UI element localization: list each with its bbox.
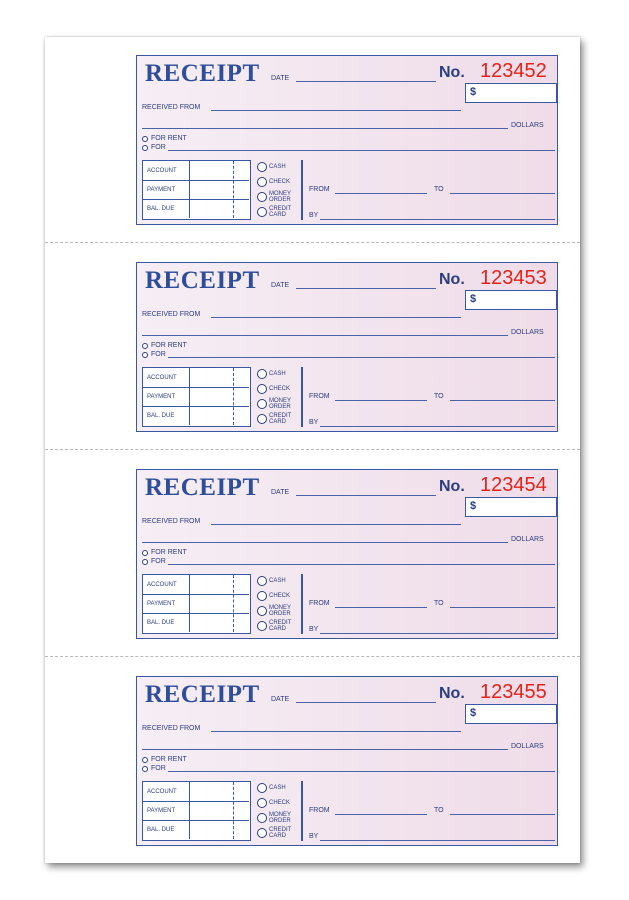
check-checkbox[interactable]: [257, 177, 267, 187]
amount-field[interactable]: [465, 290, 557, 310]
receipt-form: [136, 262, 558, 432]
from-line[interactable]: [335, 814, 427, 815]
for-label: FOR: [151, 351, 166, 358]
for-rent-label: FOR RENT: [151, 135, 187, 142]
credit-card-label: CREDIT: [269, 827, 292, 833]
money-order-checkbox[interactable]: [257, 813, 267, 823]
for-checkbox[interactable]: [142, 559, 148, 565]
for-checkbox[interactable]: [142, 145, 148, 151]
credit-card-label: CARD: [269, 419, 287, 425]
table-divider: [189, 575, 190, 632]
money-order-label: MONEY: [269, 605, 292, 611]
cash-label: CASH: [269, 371, 286, 377]
receipt-form: [136, 55, 558, 225]
for-checkbox[interactable]: [142, 766, 148, 772]
from-label: FROM: [309, 600, 330, 607]
date-label: DATE: [271, 696, 290, 703]
dollars-label: DOLLARS: [511, 743, 544, 750]
money-order-label: ORDER: [269, 611, 291, 617]
received-from-label: RECEIVED FROM: [142, 311, 201, 318]
amount-field[interactable]: [465, 704, 557, 724]
received-from-label: RECEIVED FROM: [142, 518, 201, 525]
by-label: BY: [309, 833, 319, 840]
cents-divider: [233, 161, 234, 218]
cash-checkbox[interactable]: [257, 162, 267, 172]
number-label: No.: [439, 478, 465, 495]
check-checkbox[interactable]: [257, 591, 267, 601]
receipt-title: RECEIPT: [145, 60, 260, 87]
to-label: TO: [434, 393, 444, 400]
signature-line[interactable]: [320, 219, 555, 220]
for-label: FOR: [151, 765, 166, 772]
payment-label: PAYMENT: [147, 601, 176, 607]
amount-words-line[interactable]: [142, 128, 508, 129]
for-rent-checkbox[interactable]: [142, 343, 148, 349]
perforation-line: [45, 242, 580, 243]
section-divider: [301, 367, 303, 427]
from-label: FROM: [309, 186, 330, 193]
check-checkbox[interactable]: [257, 384, 267, 394]
number-label: No.: [439, 64, 465, 81]
check-label: CHECK: [269, 179, 291, 185]
to-label: TO: [434, 807, 444, 814]
date-line[interactable]: [296, 495, 436, 496]
amount-field[interactable]: [465, 497, 557, 517]
credit-card-label: CARD: [269, 626, 287, 632]
to-line[interactable]: [450, 607, 555, 608]
account-label: ACCOUNT: [147, 582, 177, 588]
section-divider: [301, 160, 303, 220]
money-order-label: ORDER: [269, 818, 291, 824]
cash-label: CASH: [269, 578, 286, 584]
signature-line[interactable]: [320, 426, 555, 427]
balance-due-label: BAL. DUE: [147, 827, 175, 833]
check-label: CHECK: [269, 800, 291, 806]
credit-card-label: CARD: [269, 212, 287, 218]
balance-due-label: BAL. DUE: [147, 413, 175, 419]
credit-card-label: CARD: [269, 833, 287, 839]
dollars-label: DOLLARS: [511, 536, 544, 543]
to-label: TO: [434, 600, 444, 607]
section-divider: [301, 781, 303, 841]
date-label: DATE: [271, 75, 290, 82]
credit-card-checkbox[interactable]: [257, 828, 267, 838]
receipt-form: [136, 469, 558, 639]
dollar-sign: $: [470, 707, 477, 719]
received-from-label: RECEIVED FROM: [142, 725, 201, 732]
money-order-label: ORDER: [269, 404, 291, 410]
credit-card-checkbox[interactable]: [257, 414, 267, 424]
for-line[interactable]: [168, 564, 555, 565]
check-label: CHECK: [269, 593, 291, 599]
signature-line[interactable]: [320, 840, 555, 841]
receipt-form: [136, 676, 558, 846]
received-from-line[interactable]: [211, 317, 461, 318]
for-line[interactable]: [168, 150, 555, 151]
check-checkbox[interactable]: [257, 798, 267, 808]
for-rent-label: FOR RENT: [151, 756, 187, 763]
account-label: ACCOUNT: [147, 168, 177, 174]
account-table: [142, 574, 251, 634]
cash-label: CASH: [269, 785, 286, 791]
for-checkbox[interactable]: [142, 352, 148, 358]
from-line[interactable]: [335, 400, 427, 401]
credit-card-checkbox[interactable]: [257, 207, 267, 217]
cash-checkbox[interactable]: [257, 576, 267, 586]
date-line[interactable]: [296, 288, 436, 289]
section-divider: [301, 574, 303, 634]
cents-divider: [233, 782, 234, 839]
from-label: FROM: [309, 807, 330, 814]
table-divider: [189, 782, 190, 839]
payment-label: PAYMENT: [147, 394, 176, 400]
money-order-label: MONEY: [269, 812, 292, 818]
cash-label: CASH: [269, 164, 286, 170]
to-line[interactable]: [450, 814, 555, 815]
number-label: No.: [439, 685, 465, 702]
receipt-number: 123453: [480, 267, 547, 289]
cash-checkbox[interactable]: [257, 369, 267, 379]
to-line[interactable]: [450, 400, 555, 401]
table-divider: [189, 161, 190, 218]
amount-words-line[interactable]: [142, 749, 508, 750]
cash-checkbox[interactable]: [257, 783, 267, 793]
balance-due-label: BAL. DUE: [147, 206, 175, 212]
payment-label: PAYMENT: [147, 808, 176, 814]
for-label: FOR: [151, 144, 166, 151]
receipt-title: RECEIPT: [145, 474, 260, 501]
account-table: [142, 160, 251, 220]
to-label: TO: [434, 186, 444, 193]
from-line[interactable]: [335, 607, 427, 608]
account-table: [142, 781, 251, 841]
for-line[interactable]: [168, 357, 555, 358]
received-from-line[interactable]: [211, 524, 461, 525]
received-from-line[interactable]: [211, 731, 461, 732]
receipt-title: RECEIPT: [145, 267, 260, 294]
perforation-line: [45, 449, 580, 450]
receipt-number: 123454: [480, 474, 547, 496]
amount-words-line[interactable]: [142, 335, 508, 336]
receipt-sheet: [45, 37, 580, 863]
table-divider: [189, 368, 190, 425]
dollars-label: DOLLARS: [511, 329, 544, 336]
receipt-title: RECEIPT: [145, 681, 260, 708]
by-label: BY: [309, 626, 319, 633]
receipt-number: 123452: [480, 60, 547, 82]
dollars-label: DOLLARS: [511, 122, 544, 129]
by-label: BY: [309, 419, 319, 426]
for-rent-checkbox[interactable]: [142, 550, 148, 556]
perforation-line: [45, 656, 580, 657]
date-label: DATE: [271, 282, 290, 289]
date-line[interactable]: [296, 81, 436, 82]
from-line[interactable]: [335, 193, 427, 194]
credit-card-checkbox[interactable]: [257, 621, 267, 631]
date-label: DATE: [271, 489, 290, 496]
for-label: FOR: [151, 558, 166, 565]
money-order-checkbox[interactable]: [257, 192, 267, 202]
credit-card-label: CREDIT: [269, 206, 292, 212]
for-rent-checkbox[interactable]: [142, 757, 148, 763]
money-order-label: MONEY: [269, 191, 292, 197]
to-line[interactable]: [450, 193, 555, 194]
number-label: No.: [439, 271, 465, 288]
cents-divider: [233, 575, 234, 632]
for-rent-label: FOR RENT: [151, 342, 187, 349]
credit-card-label: CREDIT: [269, 620, 292, 626]
by-label: BY: [309, 212, 319, 219]
money-order-checkbox[interactable]: [257, 399, 267, 409]
check-label: CHECK: [269, 386, 291, 392]
money-order-checkbox[interactable]: [257, 606, 267, 616]
date-line[interactable]: [296, 702, 436, 703]
credit-card-label: CREDIT: [269, 413, 292, 419]
account-label: ACCOUNT: [147, 375, 177, 381]
account-table: [142, 367, 251, 427]
amount-field[interactable]: [465, 83, 557, 103]
amount-words-line[interactable]: [142, 542, 508, 543]
dollar-sign: $: [470, 86, 477, 98]
for-rent-label: FOR RENT: [151, 549, 187, 556]
received-from-label: RECEIVED FROM: [142, 104, 201, 111]
account-label: ACCOUNT: [147, 789, 177, 795]
receipt-number: 123455: [480, 681, 547, 703]
balance-due-label: BAL. DUE: [147, 620, 175, 626]
signature-line[interactable]: [320, 633, 555, 634]
money-order-label: ORDER: [269, 197, 291, 203]
for-rent-checkbox[interactable]: [142, 136, 148, 142]
received-from-line[interactable]: [211, 110, 461, 111]
money-order-label: MONEY: [269, 398, 292, 404]
dollar-sign: $: [470, 500, 477, 512]
payment-label: PAYMENT: [147, 187, 176, 193]
for-line[interactable]: [168, 771, 555, 772]
from-label: FROM: [309, 393, 330, 400]
dollar-sign: $: [470, 293, 477, 305]
cents-divider: [233, 368, 234, 425]
